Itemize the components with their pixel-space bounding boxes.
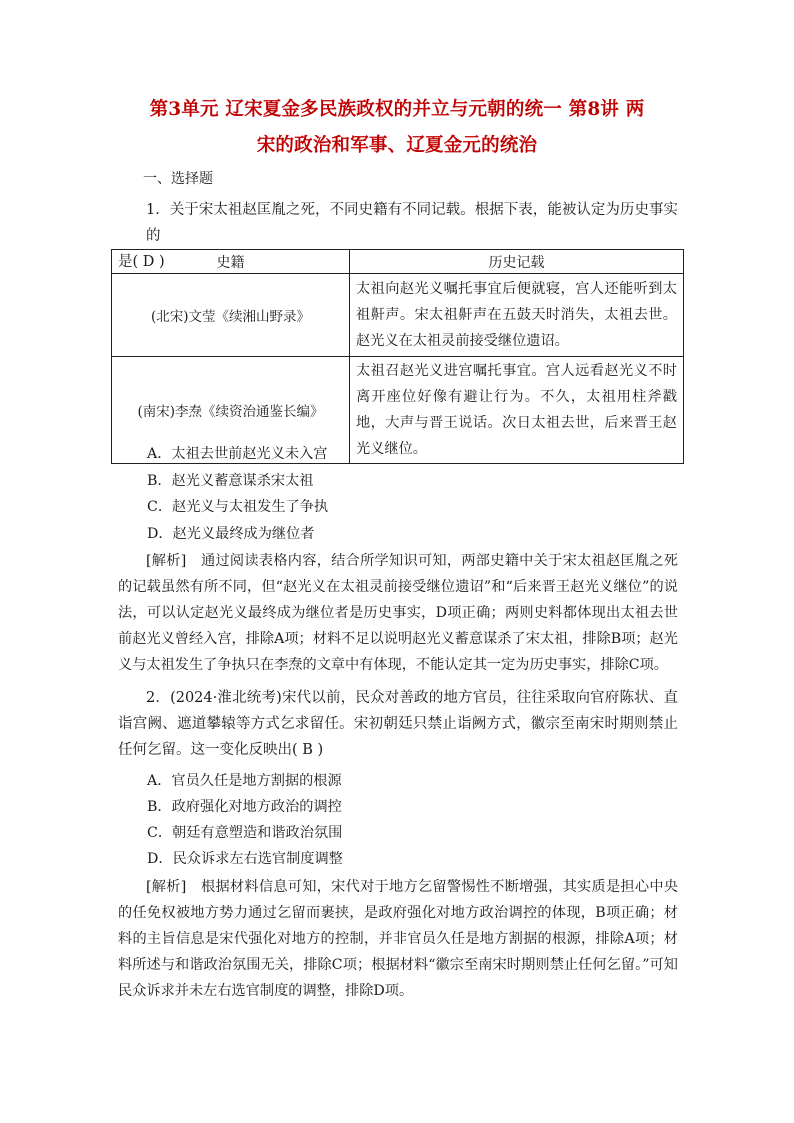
question-2-option-b: B．政府强化对地方政治的调控 [147, 799, 342, 815]
question-2-option-d: D．民众诉求左右选官制度调整 [147, 851, 343, 867]
question-1-stem-line-2: 是( D ) [118, 254, 165, 270]
question-1-stem-line-1: 1．关于宋太祖赵匡胤之死，不同史籍有不同记载。根据下表，能被认定为历史事实的 [146, 202, 678, 244]
table-header-source: 史籍 [112, 250, 350, 274]
question-2-stem: 2．(2024·淮北统考)宋代以前，民众对善政的地方官员，往往采取向官府陈状、直诣宫阙、遮道攀辕等方式乞求留任。宋初朝廷只禁止诣阙方式，徽宗至南宋时期则禁止任何乞留。这一变化反映出( B ) [118, 690, 678, 758]
table-row [112, 274, 684, 357]
section-heading: 一、选择题 [143, 171, 213, 187]
title-line-1: 第3单元 辽宋夏金多民族政权的并立与元朝的统一 第8讲 两 [149, 99, 645, 120]
question-2-analysis: [解析] 根据材料信息可知，宋代对于地方乞留警惕性不断增强，其实质是担心中央的任免权被地方势力通过乞留而裹挟，是政府强化对地方政治调控的体现，B项正确；材料的主旨信息是宋代强化对地方的控制，并非官员久任是地方割据的根源，排除A项；材料所述与和谐政治氛围无关，排除C项；根据材料“徽宗至南宋时期则禁止任何乞留。”可知民众诉求并未左右选官制度的调整，排除D项。 [118, 879, 678, 999]
question-2-option-a: A．官员久任是地方割据的根源 [147, 773, 342, 789]
document-title [110, 92, 684, 164]
table-header-record: 历史记载 [350, 250, 684, 274]
title-line-2: 宋的政治和军事、辽夏金元的统治 [256, 135, 538, 156]
question-1-option-c: C．赵光义与太祖发生了争执 [147, 499, 329, 515]
table-header-row [112, 250, 684, 274]
question-1-analysis: [解析] 通过阅读表格内容，结合所学知识可知，两部史籍中关于宋太祖赵匡胤之死的记载虽然有所不同，但“赵光义在太祖灵前接受继位遗诏”和“后来晋王赵光义继位”的说法，可以认定赵光义最终成为继位者是历史事实，D项正确；两则史料都体现出太祖去世前赵光义曾经入宫，排除A项；材料不足以说明赵光义蓄意谋杀了宋太祖，排除B项；赵光义与太祖发生了争执只在李焘的文章中有体现，不能认定其一定为历史事实，排除C项。 [118, 553, 678, 673]
question-1-option-a: A．太祖去世前赵光义未入宫 [147, 446, 328, 462]
table-cell-source: (北宋)文莹《续湘山野录》 [112, 274, 350, 357]
table-cell-record: 太祖向赵光义嘱托事宜后便就寝，宫人还能听到太祖鼾声。宋太祖鼾声在五鼓天时消失，太祖去世。赵光义在太祖灵前接受继位遗诏。 [350, 274, 684, 357]
table-cell-source: (南宋)李焘《续资治通鉴长编》 [112, 357, 350, 464]
table-cell-record: 太祖召赵光义进宫嘱托事宜。宫人远看赵光义不时离开座位好像有避让行为。不久，太祖用柱斧戳地，大声与晋王说话。次日太祖去世，后来晋王赵光义继位。 [350, 357, 684, 464]
question-1-option-b: B．赵光义蓄意谋杀宋太祖 [147, 473, 314, 489]
question-1-option-d: D．赵光义最终成为继位者 [147, 526, 315, 542]
history-records-table [111, 249, 684, 464]
question-2-option-c: C．朝廷有意塑造和谐政治氛围 [147, 825, 343, 841]
